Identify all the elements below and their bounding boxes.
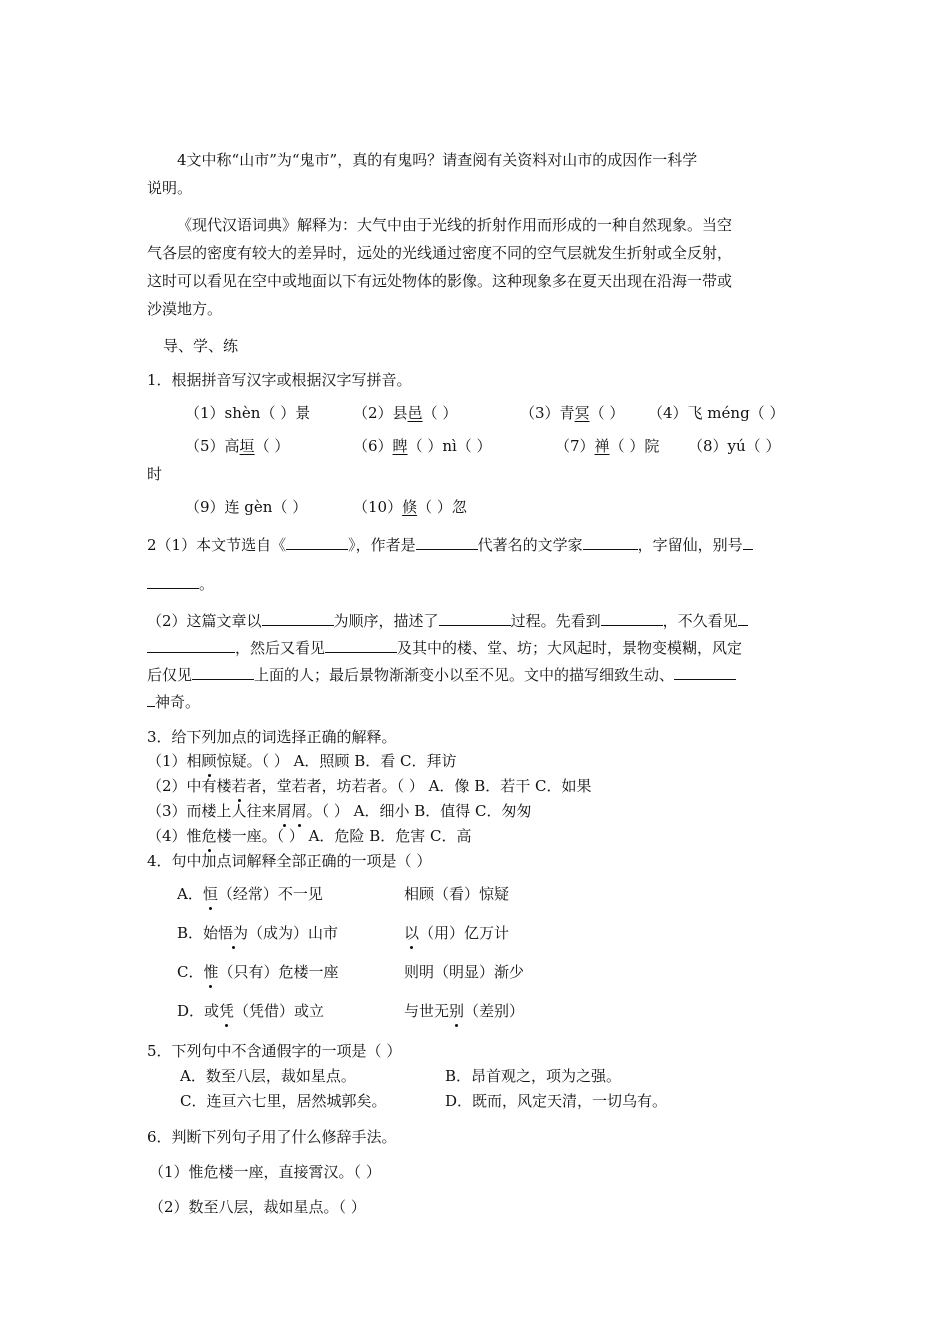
q5-option-a: A．数至八层，裁如星点。 [180,1067,356,1085]
q4-intro-line1: 4文中称“山市”为“鬼市”，真的有鬼吗？请查阅有关资料对山市的成因作一科学 [177,151,698,169]
q4-option-b-left: B．始悟为（成为）山市 [177,924,339,942]
q4-option-a-right: 相顾（看）惊疑 [404,885,510,903]
q5-title: 5．下列句中不含通假字的一项是（ ） [147,1042,402,1060]
q1-item-5: （5）高垣（ ） [185,437,290,455]
section-heading: 导、学、练 [163,337,239,355]
q3-title: 3．给下列加点的词选择正确的解释。 [147,728,397,746]
q4-option-b-right: 以（用）亿万计 [404,924,510,942]
q6-title: 6．判断下列句子用了什么修辞手法。 [147,1128,397,1146]
q3-row-3: （3）而楼上人往来屑屑。（ ） A．细小 B．值得 C．匆匆 [147,802,532,820]
q4-intro-line2: 说明。 [147,179,193,197]
q3-row-2: （2）中有楼若者，堂若者，坊若者。（ ） A．像 B．若干 C．如果 [147,777,592,795]
q1-item-3: （3）青冥（ ） [520,404,625,422]
q4-title: 4．句中加点词解释全部正确的一项是（ ） [147,852,432,870]
q3-row-4: （4）惟危楼一座。（ ） A．危险 B．危害 C．高 [147,827,472,845]
q1-item-4: （4）飞 méng（ ） [648,404,785,422]
answer-line-1: 《现代汉语词典》解释为：大气中由于光线的折射作用而形成的一种自然现象。当空 [177,216,733,234]
q1-item-7: （7）禅（ ）院 [555,437,660,455]
q1-item-2: （2）县邑（ ） [353,404,458,422]
q4-option-a-left: A．恒（经常）不一见 [177,885,323,903]
q2-part2-line1: （2）这篇文章以 为顺序，描述了 过程。先看到 ，不久看见 [147,610,748,631]
q5-option-d: D．既而，风定天清，一切乌有。 [445,1092,668,1110]
q5-option-c: C．连亘六七里，居然城郭矣。 [180,1092,387,1110]
q4-option-d-left: D．或凭（凭借）或立 [177,1002,325,1020]
q2-part2-line2: ，然后又看见 及其中的楼、堂、坊；大风起时，景物变模糊，风定 [147,637,742,658]
answer-line-2: 气各层的密度有较大的差异时，远处的光线通过密度不同的空气层就发生折射或全反射， [147,244,733,262]
q6-sentence-1: （1）惟危楼一座，直接霄汉。（ ） [149,1163,381,1181]
q1-item-6: （6）睥（ ）nì（ ） [353,437,492,455]
q4-option-c-right: 则明（明显）渐少 [404,963,525,981]
q1-item-10: （10）倏（ ）忽 [353,498,467,516]
answer-line-4: 沙漠地方。 [147,300,223,318]
q5-option-b: B．昂首观之，项为之强。 [445,1067,622,1085]
q4-option-c-left: C．惟（只有）危楼一座 [177,963,339,981]
q3-row-1: （1）相顾惊疑。（ ） A．照顾 B．看 C．拜访 [147,752,457,770]
q1-item-8: （8）yú（ ） [688,437,781,455]
q1-item-9: （9）连 gèn（ ） [185,498,308,516]
q2-part1-line1: 2（1）本文节选自《 》，作者是 代著名的文学家 ，字留仙，别号 [147,534,753,555]
q2-part1-line2: 。 [147,573,214,594]
q2-part2-line3: 后仅见 上面的人；最后景物渐渐变小以至不见。文中的描写细致生动、 [147,664,736,685]
q2-part2-line4: 神奇。 [147,691,200,712]
q1-item-8-cont: 时 [147,465,163,483]
q4-option-d-right: 与世无别（差别） [404,1002,525,1020]
q6-sentence-2: （2）数至八层，裁如星点。（ ） [149,1198,366,1216]
q1-title: 1．根据拼音写汉字或根据汉字写拼音。 [147,371,412,389]
q1-item-1: （1）shèn（ ）景 [185,404,311,422]
answer-line-3: 这时可以看见在空中或地面以下有远处物体的影像。这种现象多在夏天出现在沿海一带或 [147,272,733,290]
